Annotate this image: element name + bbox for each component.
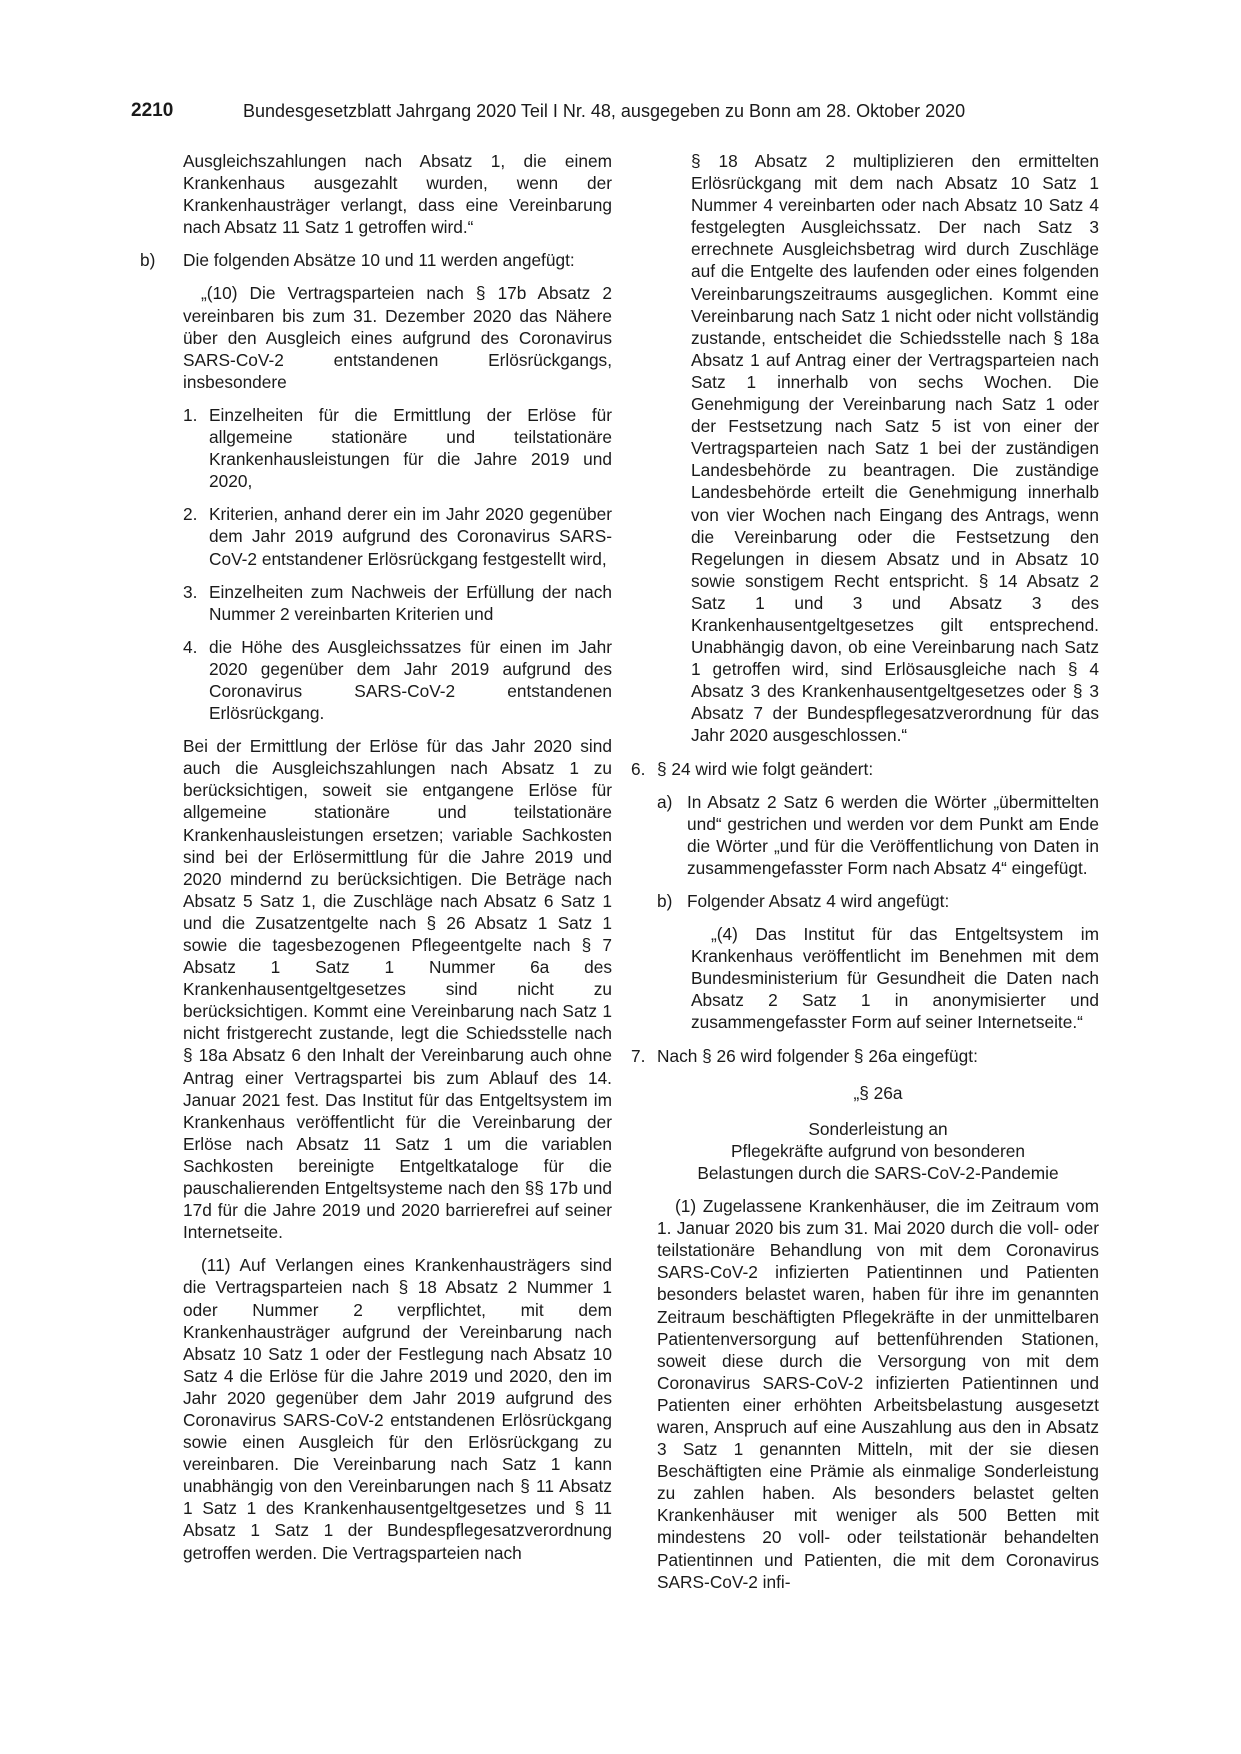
section-title-line: Pflegekräfte aufgrund von besonderen xyxy=(731,1140,1025,1161)
list-item-b xyxy=(631,890,1099,912)
list-item xyxy=(140,581,612,625)
list-text: Kriterien, anhand derer ein im Jahr 2020 gegenüber dem Jahr 2019 aufgrund des Coronavirus SARS-CoV-2 entstandener Erlösrückgang festgestellt wird, xyxy=(209,504,612,569)
list-text: Nach § 26 wird folgender § 26a eingefügt: xyxy=(657,1045,978,1066)
list-label: 4. xyxy=(183,636,198,657)
list-item-b xyxy=(140,249,612,271)
list-label: 6. xyxy=(631,758,646,779)
continuation-text: § 18 Absatz 2 multiplizieren den ermittelten Erlösrückgang mit dem nach Absatz 10 Satz 1 Nummer 4 vereinbarten oder nach Absatz 10 Satz 4 festgelegten Ausgleichssatz. Der nach Satz 3 errechnete Ausgleichsbetrag wird durch Zuschläge auf die Entgelte des laufenden oder eines folgenden Vereinbarungszeitraums ausgeglichen. Kommt eine Vereinbarung nach Satz 1 nicht oder nicht vollständig zustande, entscheidet die Schiedsstelle nach § 18a Absatz 1 auf Antrag einer der Vertragsparteien nach Satz 1 innerhalb von sechs Wochen. Die Genehmigung der Vereinbarung nach Satz 1 oder der Festsetzung nach Satz 5 ist von einer der Vertragsparteien nach Satz 1 bei der zuständigen Landesbehörde zu beantragen. Die zuständige Landesbehörde erteilt die Genehmigung innerhalb von vier Wochen nach Eingang des Antrags, wenn die Vereinbarung oder die Festsetzung den Regelungen in diesem Absatz und in Absatz 10 sowie sonstigem Recht entspricht. § 14 Absatz 2 Satz 1 und 3 und Absatz 3 des Krankenhausentgeltgesetzes gilt entsprechend. Unabhängig davon, ob eine Vereinbarung nach Satz 1 getroffen wird, sind Erlösausgleiche nach § 4 Absatz 3 des Krankenhausentgeltgesetzes oder § 3 Absatz 7 der Bundespflegesatzverordnung für das Jahr 2020 ausgeschlossen.“ xyxy=(691,151,1099,746)
section-title-line: Sonderleistung an xyxy=(808,1118,948,1139)
list-label: b) xyxy=(140,250,156,271)
paragraph-10-intro: „(10) Die Vertragsparteien nach § 17b Absatz 2 vereinbaren bis zum 31. Dezember 2020 das Nähere über den Ausgleich eines aufgrund des Coronavirus SARS-CoV-2 entstandenen Erlösrückgangs, insbesondere xyxy=(183,283,612,392)
list-text: Die folgenden Absätze 10 und 11 werden angefügt: xyxy=(183,250,575,271)
right-column xyxy=(631,150,1099,1593)
list-label: 7. xyxy=(631,1045,646,1066)
list-item xyxy=(140,503,612,569)
paragraph-10-body: Bei der Ermittlung der Erlöse für das Jahr 2020 sind auch die Ausgleichszahlungen nach Absatz 1 zu berücksichtigen, soweit sie entgangene Erlöse für allgemeine stationäre und teilstationäre Krankenhausleistungen ersetzen; variable Sachkosten sind bei der Erlösermittlung für die Jahre 2019 und 2020 mindernd zu berücksichtigen. Die Beträge nach Absatz 5 Satz 1, die Zuschläge nach Absatz 6 Satz 1 und die Zusatzentgelte nach § 26 Absatz 1 Satz 1 sowie die tagesbezogenen Pflegeentgelte nach § 7 Absatz 1 Satz 1 Nummer 6a des Krankenhausentgeltgesetzes sind nicht zu berücksichtigen. Kommt eine Vereinbarung nach Satz 1 nicht fristgerecht zustande, legt die Schiedsstelle nach § 18a Absatz 6 den Inhalt der Vereinbarung auch ohne Antrag einer Vertragspartei bis zum Ablauf des 14. Januar 2021 fest. Das Institut für das Entgeltsystem im Krankenhaus veröffentlicht für die Vereinbarung der Erlöse nach Absatz 11 Satz 1 um die variablen Sachkosten bereinigte Entgeltkataloge für die pauschalierenden Entgeltsysteme nach den §§ 17b und 17d für die Jahre 2019 und 2020 barrierefrei auf seiner Internetseite. xyxy=(183,736,612,1243)
list-item-a xyxy=(631,791,1099,879)
list-text: Folgender Absatz 4 wird angefügt: xyxy=(687,891,950,911)
list-label: b) xyxy=(657,891,673,911)
list-item-6 xyxy=(631,758,1099,780)
running-head: Bundesgesetzblatt Jahrgang 2020 Teil I Nr. 48, ausgegeben zu Bonn am 28. Oktober 2020 xyxy=(243,101,966,121)
list-text: Einzelheiten zum Nachweis der Erfüllung der nach Nummer 2 vereinbarten Kriterien und xyxy=(209,581,612,624)
list-label: 3. xyxy=(183,581,198,602)
list-text: die Höhe des Ausgleichssatzes für einen im Jahr 2020 gegenüber dem Jahr 2019 aufgrund des Coronavirus SARS-CoV-2 entstandenen Erlösrückgang. xyxy=(209,636,612,724)
paragraph-11: (11) Auf Verlangen eines Krankenhausträgers sind die Vertragsparteien nach § 18 Absatz 2 Nummer 1 oder Nummer 2 verpflichtet, mit dem Krankenhausträger aufgrund der Vereinbarung nach Absatz 10 Satz 1 oder der Festlegung nach Absatz 10 Satz 4 die Erlöse für die Jahre 2019 und 2020, den im Jahr 2020 gegenüber dem Jahr 2019 aufgrund des Coronavirus SARS-CoV-2 entstandenen Erlösrückgang sowie einen Ausgleich für den Erlösrückgang zu vereinbaren. Die Vereinbarung nach Satz 1 kann unabhängig von den Vereinbarungen nach § 11 Absatz 1 Satz 1 des Krankenhausentgeltgesetzes und § 11 Absatz 1 Satz 1 der Bundespflegesatzverordnung getroffen werden. Die Vertragsparteien nach xyxy=(183,1255,612,1563)
paragraph-26a-1: (1) Zugelassene Krankenhäuser, die im Zeitraum vom 1. Januar 2020 bis zum 31. Mai 2020 durch die voll- oder teilstationäre Behandlung von mit dem Coronavirus SARS-CoV-2 infizierten Patientinnen und Patienten besonders belastet waren, haben für ihre im genannten Zeitraum beschäftigten Pflegekräfte in der unmittelbaren Patientenversorgung auf bettenführenden Stationen, soweit diese durch die Versorgung von mit dem Coronavirus SARS-CoV-2 infizierten Patientinnen und Patienten einer erhöhten Arbeitsbelastung ausgesetzt waren, Anspruch auf eine Auszahlung aus den in Absatz 3 Satz 1 genannten Mitteln, mit der sie diesen Beschäftigten eine Prämie als einmalige Sonderleistung zu zahlen haben. Als besonders belastet gelten Krankenhäuser mit weniger als 500 Betten mit mindestens 20 voll- oder teilstationär behandelten Patientinnen und Patienten, die mit dem Coronavirus SARS-CoV-2 infi- xyxy=(657,1196,1099,1592)
list-label: 2. xyxy=(183,504,198,525)
list-text: § 24 wird wie folgt geändert: xyxy=(657,758,874,779)
section-number: „§ 26a xyxy=(853,1082,903,1103)
continuation-text: Ausgleichszahlungen nach Absatz 1, die einem Krankenhaus ausgezahlt wurden, wenn der Krankenhausträger verlangt, dass eine Vereinbarung nach Absatz 11 Satz 1 getroffen wird.“ xyxy=(183,151,612,238)
page-number: 2210 xyxy=(131,100,174,121)
list-text: In Absatz 2 Satz 6 werden die Wörter „übermittelten und“ gestrichen und werden vor dem Punkt am Ende die Wörter „und für die Veröffentlichung von Daten in zusammengefasster Form nach Absatz 4“ eingefügt. xyxy=(687,791,1099,878)
list-item xyxy=(140,404,612,492)
list-label: a) xyxy=(657,791,673,812)
section-title-line: Belastungen durch die SARS-CoV-2-Pandemie xyxy=(697,1162,1059,1183)
list-item xyxy=(140,636,612,724)
paragraph-4: „(4) Das Institut für das Entgeltsystem im Krankenhaus veröffentlicht im Benehmen mit dem Bundesministerium für Gesundheit die Daten nach Absatz 2 Satz 1 in anonymisierter und zusammengefasster Form auf seiner Internetseite.“ xyxy=(691,924,1099,1033)
list-text: Einzelheiten für die Ermittlung der Erlöse für allgemeine stationäre und teilstationäre Krankenhausleistungen für die Jahre 2019 und 2020, xyxy=(209,404,612,492)
list-label: 1. xyxy=(183,404,198,425)
list-item-7 xyxy=(631,1045,1099,1067)
left-column xyxy=(140,150,612,1564)
